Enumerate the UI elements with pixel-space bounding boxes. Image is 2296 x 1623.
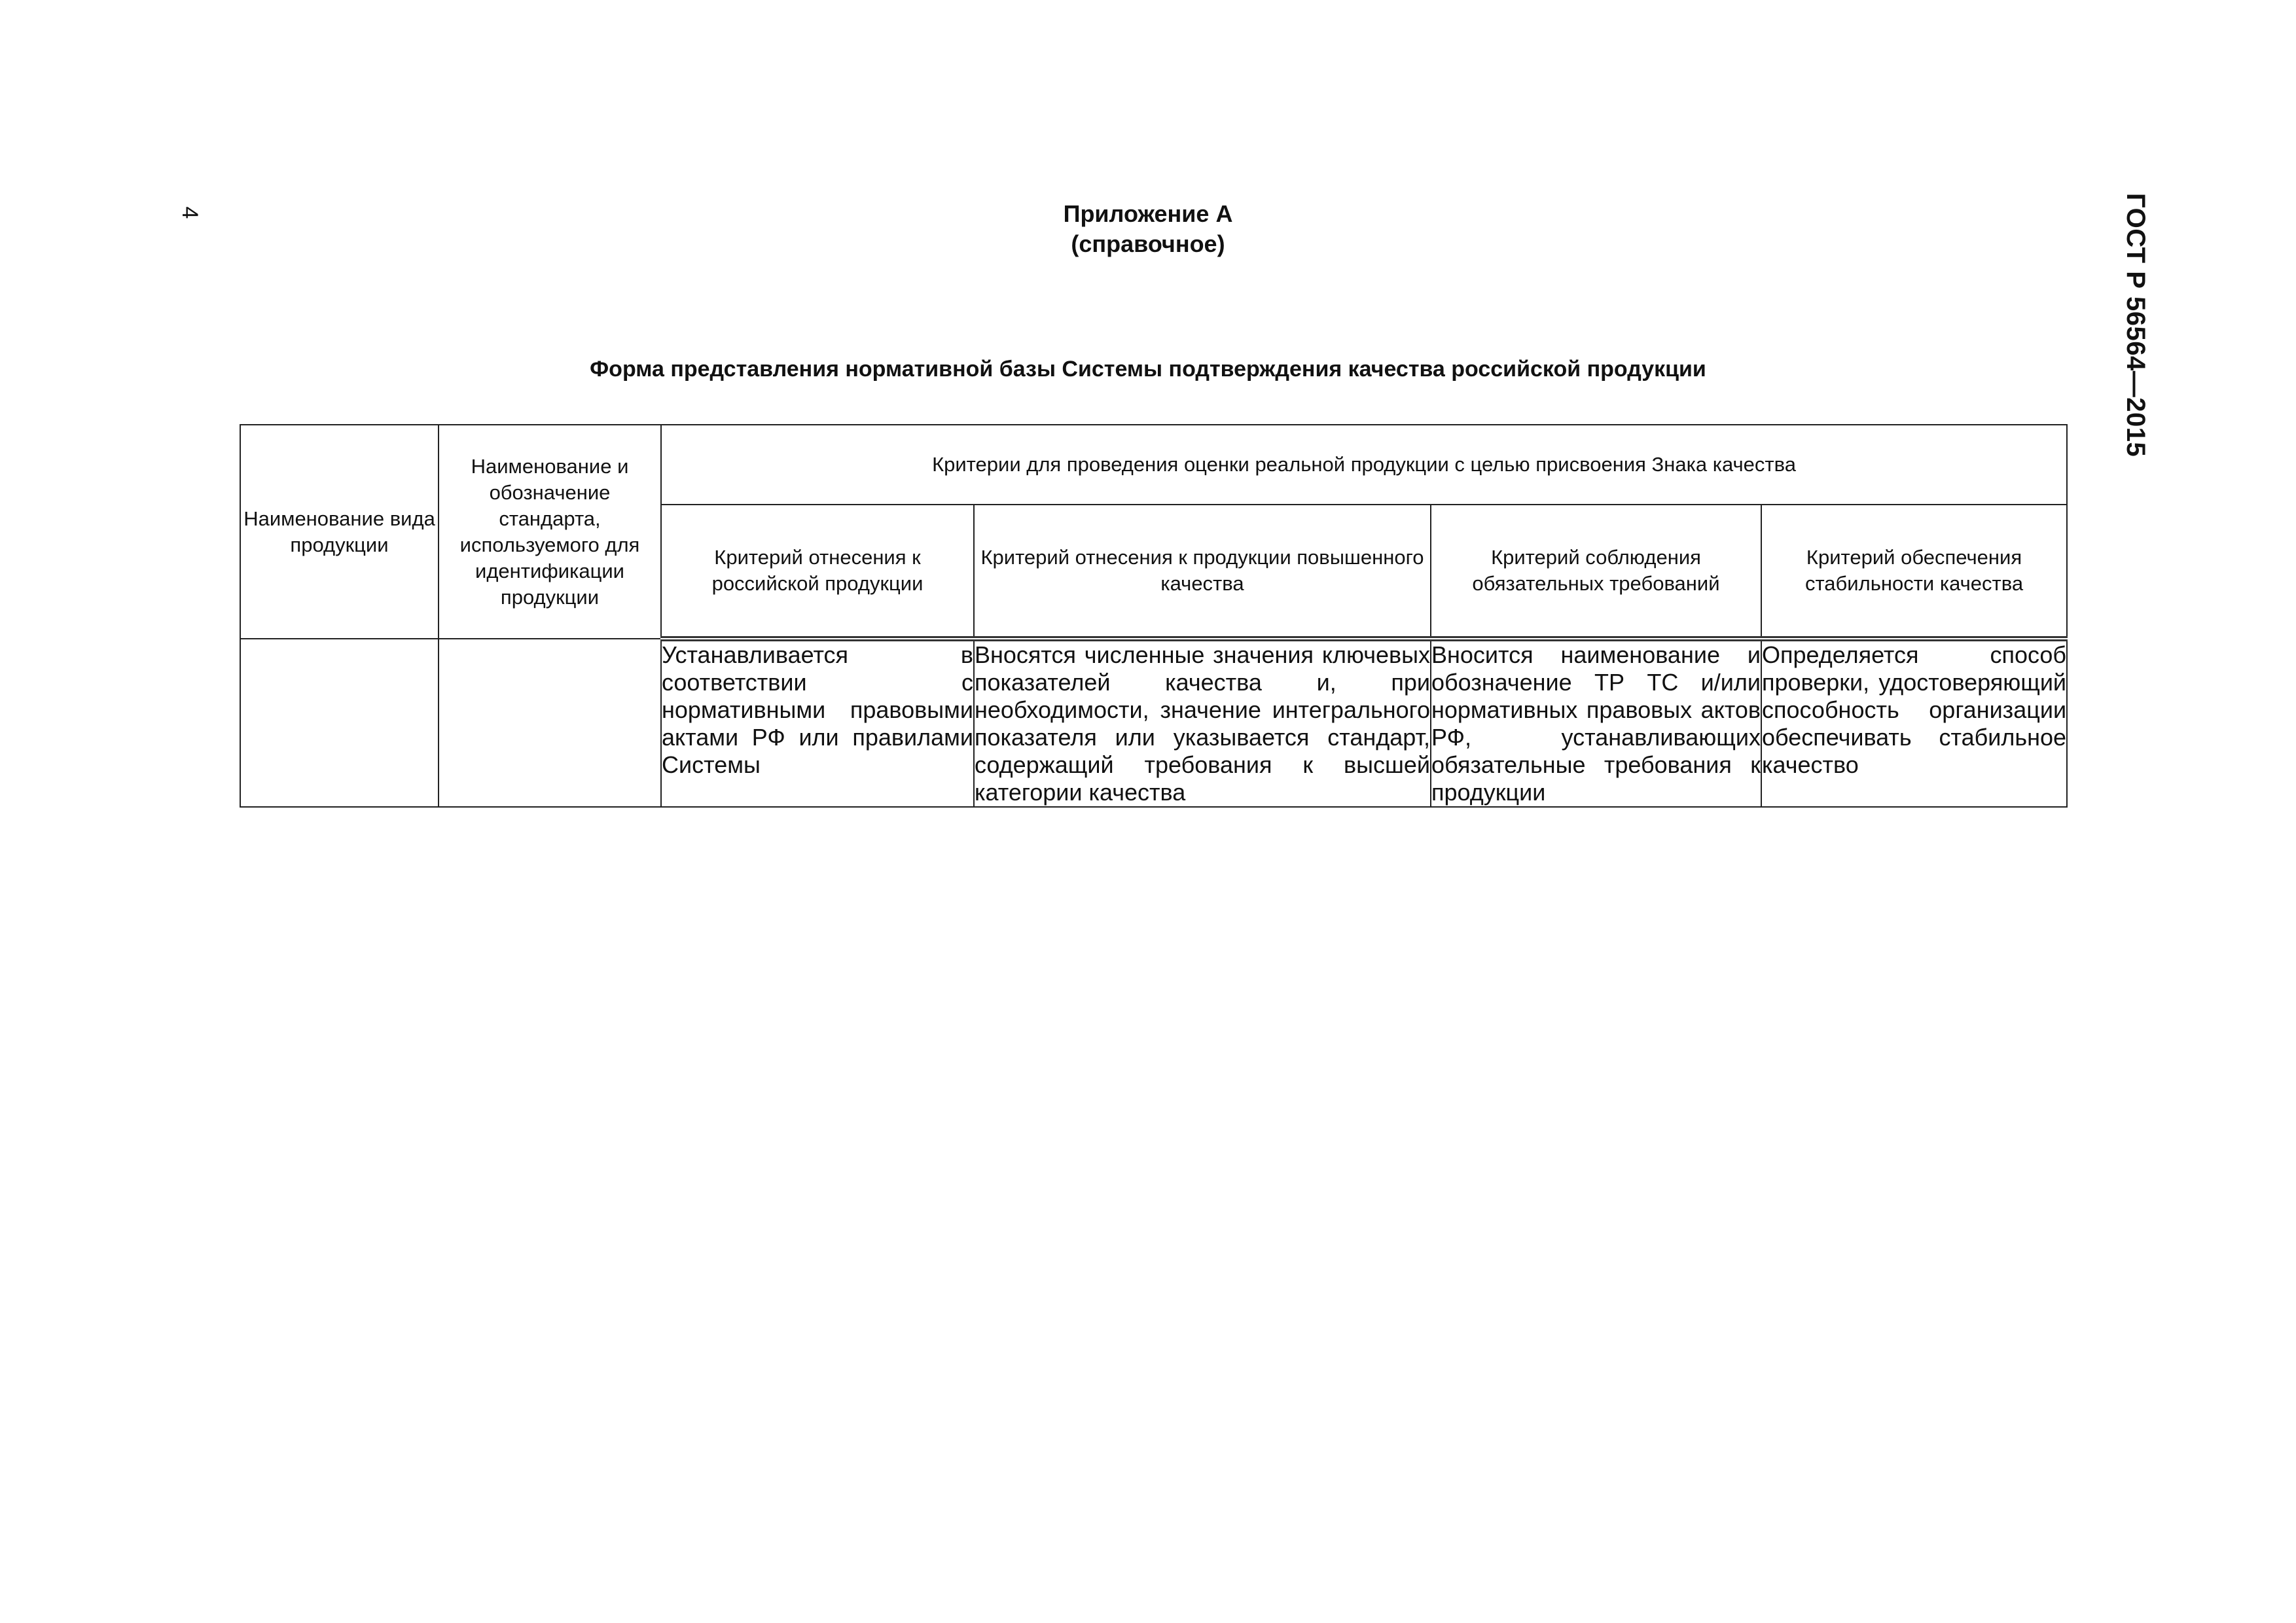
header-criterion-label: Критерий отнесения к российской продукции — [711, 546, 924, 595]
table-header-row-top — [240, 425, 2067, 505]
header-standard-designation — [439, 425, 661, 639]
table-row — [240, 639, 2067, 807]
header-criterion-high-quality — [974, 505, 1431, 639]
header-criterion-label: Критерий обеспечения стабильности качества — [1804, 546, 2024, 595]
normative-base-table — [240, 424, 2068, 808]
page-number: 4 — [177, 206, 202, 219]
cell-product-type — [240, 639, 439, 807]
header-criteria-group-label: Критерии для проведения оценки реальной продукции с целью присвоения Знака качества — [932, 453, 1796, 476]
header-criterion-mandatory — [1431, 505, 1761, 639]
header-product-type-label: Наименование вида продукции — [243, 507, 435, 556]
form-title: Форма представления нормативной базы Системы подтверждения качества российской продукции — [590, 357, 1706, 382]
header-criterion-label: Критерий отнесения к продукции повышенного качества — [980, 546, 1424, 595]
cell-criterion-mandatory: Вносится наименование и обозначение ТР ТС и/или нормативных правовых актов РФ, устанавливающих обязательные требования к продукции — [1431, 639, 1761, 807]
header-standard-designation-label: Наименование и обозначение стандарта, используемого для идентификации продукции — [459, 454, 640, 609]
document-code: ГОСТ Р 56564—2015 — [2121, 193, 2150, 457]
header-criterion-label: Критерий соблюдения обязательных требований — [1472, 546, 1720, 595]
appendix-title: Приложение А — [1063, 200, 1233, 227]
header-product-type — [240, 425, 439, 639]
cell-standard-designation — [439, 639, 661, 807]
cell-criterion-stability: Определяется способ проверки, удостоверяющий способность организации обеспечивать стабильное качество — [1761, 639, 2067, 807]
header-criterion-russian — [661, 505, 974, 639]
header-criteria-group — [661, 425, 2067, 505]
appendix-subtitle: (справочное) — [1071, 230, 1225, 257]
cell-criterion-russian: Устанавливается в соответствии с нормативными правовыми актами РФ или правилами Системы — [661, 639, 974, 807]
header-criterion-stability — [1761, 505, 2067, 639]
cell-criterion-high-quality: Вносятся численные значения ключевых показателей качества и, при необходимости, значение интегрального показателя или указывается стандарт, содержащий требования к высшей категории качества — [974, 639, 1431, 807]
